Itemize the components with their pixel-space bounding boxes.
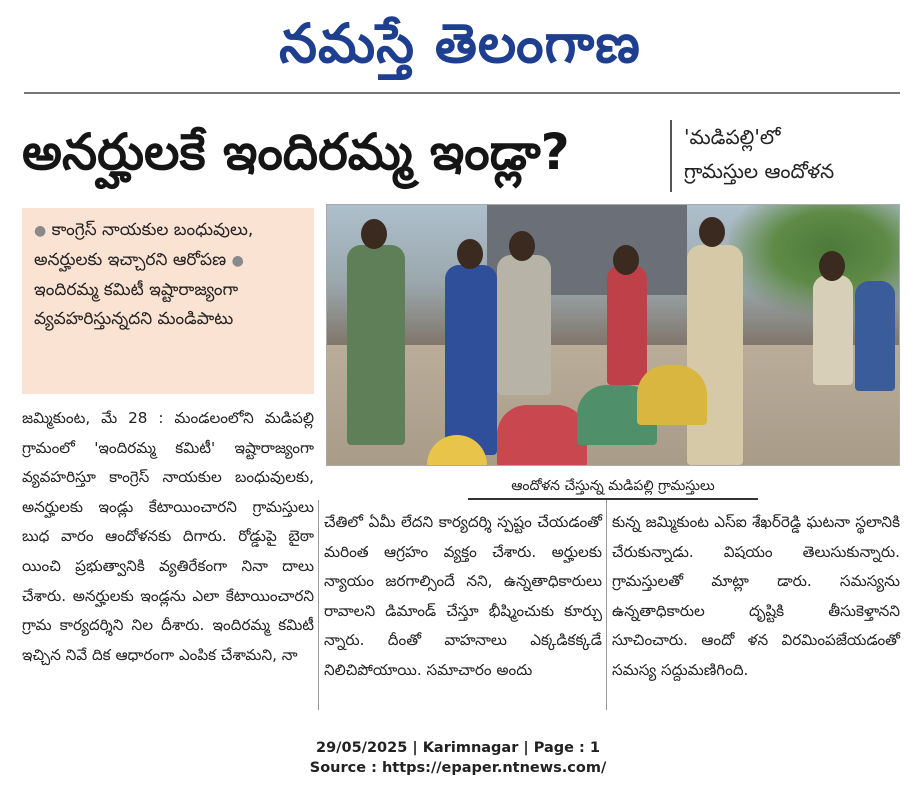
article-column-2: చేతిలో ఏమీ లేదని కార్యదర్శి స్పష్టం చేయడంతో మరింత ఆగ్రహం వ్యక్తం చేశారు. అర్హులకు న్యాయం జరగాల్సిందే నని, ఉన్నతాధికారులు రావాలని డిమాండ్ చేస్తూ భీష్మించుకు కూర్చు న్నారు. దీంతో వాహనాలు ఎక్కడికక్కడే నిలిచిపోయాయి. సమాచారం అందు xyxy=(324,513,602,679)
headline-divider xyxy=(670,120,672,192)
photo-police-officer xyxy=(813,275,853,385)
photo-seated-woman xyxy=(497,405,587,466)
photo-person-head xyxy=(361,219,387,249)
photo-person-head xyxy=(699,217,725,247)
footer-source-link[interactable]: Source : https://epaper.ntnews.com/ xyxy=(309,760,607,776)
photo-person xyxy=(445,265,497,455)
photo-person-head xyxy=(509,231,535,261)
photo-person xyxy=(855,281,895,391)
article-column-1: జమ్మికుంట, మే 28 : మండలంలోని మడిపల్లి గ్రామంలో 'ఇందిరమ్మ కమిటీ' ఇష్టారాజ్యంగా వ్యవహరిస్తూ కాంగ్రెస్ నాయకుల బంధువులకు, అనర్హులకు ఇండ్లు కేటాయించారని గ్రామస్తులు బుధ వారం ఆందోళనకు దిగారు. రోడ్డుపై బైఠా యించి ప్రభుత్వానికి వ్యతిరేకంగా నినా దాలు చేశారు. అనర్హులకు ఇండ్లను ఎలా కేటాయించారని గ్రామ కార్యదర్శిని నిల దీశారు. ఇందిరమ్మ కమిటీ ఇచ్చిన నివే దిక ఆధారంగా ఎంపిక చేశామని, నా xyxy=(22,409,314,664)
article-column-3: కున్న జమ్మికుంట ఎస్ఐ శేఖర్‌రెడ్డి ఘటనా స్థలానికి చేరుకున్నాడు. విషయం తెలుసుకున్నారు. గ్రామస్తులతో మాట్లా డారు. సమస్యను ఉన్నతాధికారుల దృష్టికి తీసుకెళ్తానని సూచించారు. ఆందో ళన విరమింపజేయడంతో సమస్య సద్దుమణిగింది. xyxy=(612,513,900,679)
news-photo xyxy=(326,204,900,466)
kicker-part-2: ఇందిరమ్మ కమిటీ ఇష్టారాజ్యంగా వ్యవహరిస్తున్నదని మండిపాటు xyxy=(34,280,239,329)
bullet-icon: ● xyxy=(231,253,244,269)
photo-police-officer xyxy=(687,245,743,465)
footer xyxy=(0,738,916,778)
subhead-line-1: 'మడిపల్లి'లో xyxy=(684,125,781,149)
masthead-title: నమస్తే తెలంగాణ xyxy=(279,12,641,75)
photo-person-head xyxy=(819,251,845,281)
bullet-icon: ● xyxy=(34,223,47,239)
subhead xyxy=(684,120,904,188)
column-divider xyxy=(318,500,319,710)
kicker-part-1: కాంగ్రెస్ నాయకుల బంధువులు, అనర్హులకు ఇచ్చారని ఆరోపణ xyxy=(34,220,254,270)
photo-seated-woman xyxy=(637,365,707,425)
photo-person-head xyxy=(457,239,483,269)
photo-person-head xyxy=(613,245,639,275)
photo-caption: ఆందోళన చేస్తున్న మడిపల్లి గ్రామస్తులు xyxy=(468,474,758,500)
photo-person xyxy=(607,265,647,385)
column-divider xyxy=(606,500,607,710)
footer-dateline: 29/05/2025 | Karimnagar | Page : 1 xyxy=(316,740,600,756)
photo-person xyxy=(347,245,405,445)
kicker-box xyxy=(22,208,314,394)
kicker-text xyxy=(34,216,304,334)
photo-person xyxy=(497,255,551,395)
subhead-line-2: గ్రామస్తుల ఆందోళన xyxy=(684,159,835,183)
headline: అనర్హులకే ఇందిరమ్మ ఇండ్లా? xyxy=(22,123,570,181)
masthead-rule xyxy=(24,92,900,94)
